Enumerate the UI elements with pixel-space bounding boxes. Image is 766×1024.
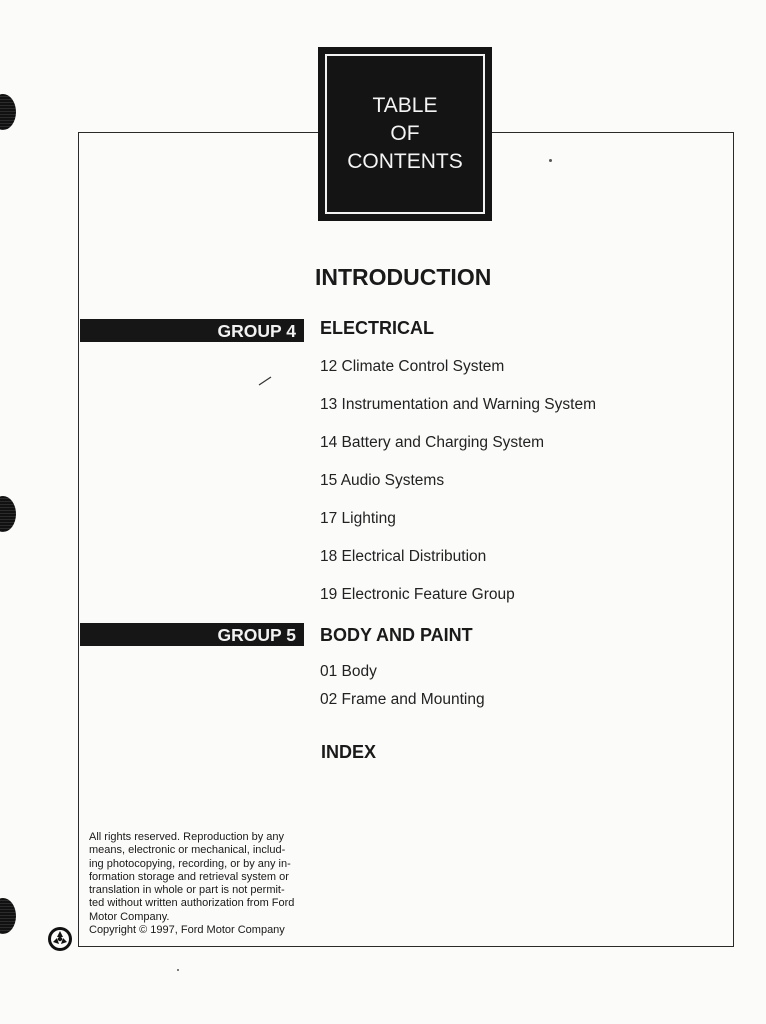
toc-item[interactable]: 19 Electronic Feature Group [320,586,515,603]
binder-hole-icon [0,94,16,130]
group-5-bar: GROUP 5 [80,623,304,646]
toc-item[interactable]: 01 Body [320,663,377,680]
group-4-bar: GROUP 4 [80,319,304,342]
copyright-line: translation in whole or part is not permit- [89,884,285,897]
binder-hole-icon [0,496,16,532]
copyright-line: Motor Company. [89,910,170,923]
copyright-line: All rights reserved. Reproduction by any [89,831,285,843]
toc-item[interactable]: 12 Climate Control System [320,358,505,375]
copyright-line: ted without written authorization from Ford [89,897,295,910]
title-line: TABLE [372,94,438,117]
toc-item[interactable]: 13 Instrumentation and Warning System [320,396,596,413]
recycle-icon [47,926,73,952]
toc-item[interactable]: 18 Electrical Distribution [320,548,487,565]
toc-item[interactable]: 14 Battery and Charging System [320,434,545,451]
title-line: CONTENTS [347,150,463,173]
toc-index[interactable]: INDEX [321,742,377,762]
title-box-inner [325,54,485,214]
copyright-notice [89,831,307,937]
copyright-line: means, electronic or mechanical, includ- [89,844,286,857]
section-title-electrical[interactable]: ELECTRICAL [320,318,434,338]
title-box [318,47,492,221]
toc-item[interactable]: 02 Frame and Mounting [320,691,485,708]
title-line: OF [390,122,420,145]
toc-item[interactable]: 17 Lighting [320,510,396,527]
scan-speck [177,969,179,971]
copyright-line: formation storage and retrieval system or [89,870,289,883]
copyright-line: Copyright © 1997, Ford Motor Company [89,924,285,937]
toc-item[interactable]: 15 Audio Systems [320,472,445,489]
page-frame [78,132,734,947]
binder-hole-icon [0,898,16,934]
toc-introduction[interactable]: INTRODUCTION [315,264,492,290]
section-title-body-and-paint[interactable]: BODY AND PAINT [320,625,473,645]
copyright-line: ing photocopying, recording, or by any in- [89,857,291,870]
